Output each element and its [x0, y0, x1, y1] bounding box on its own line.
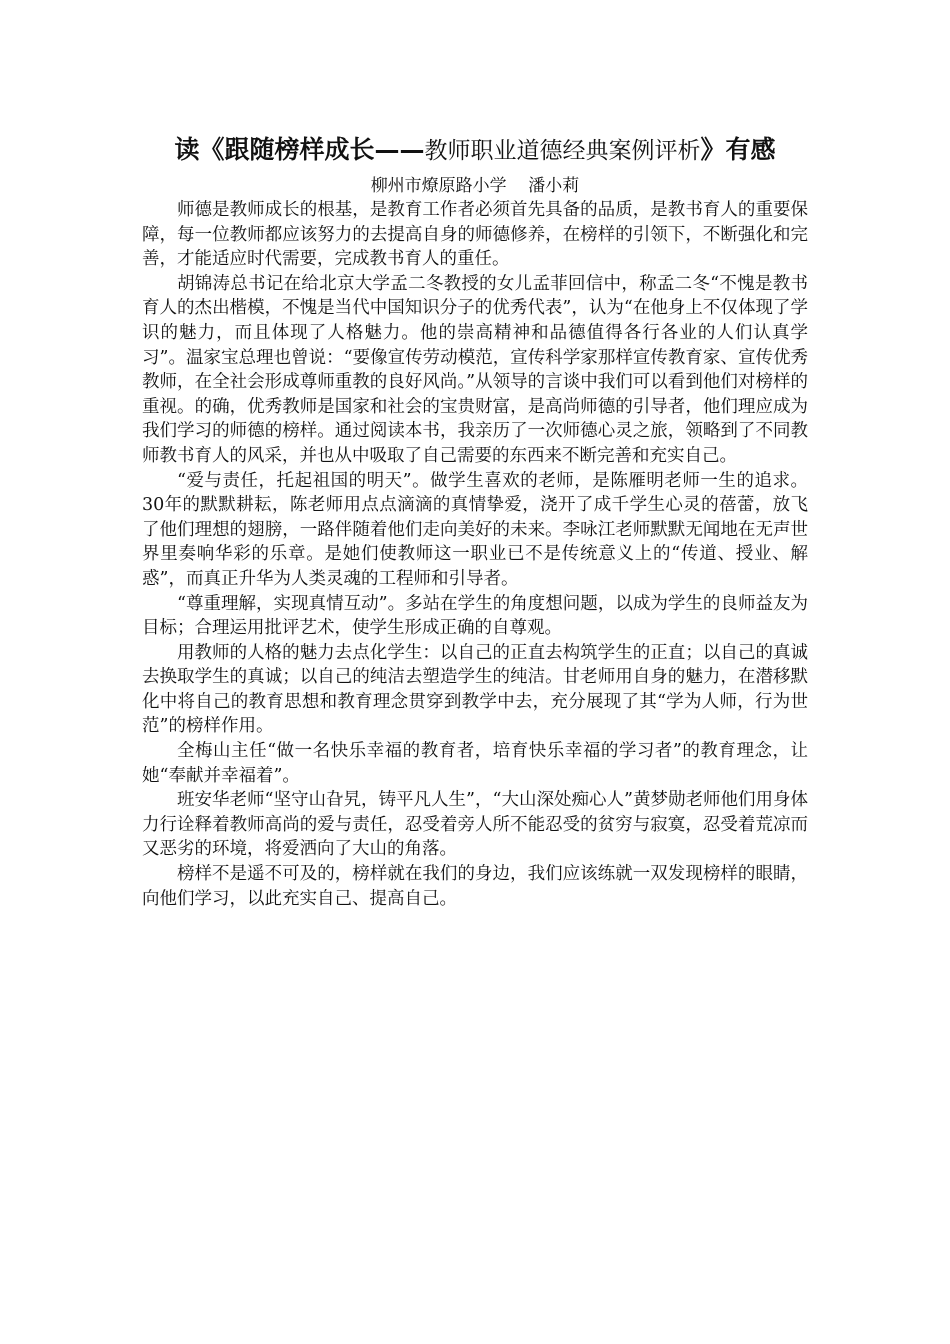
- paragraph-2: 胡锦涛总书记在给北京大学孟二冬教授的女儿孟菲回信中，称孟二冬“不愧是教书育人的杰出楷模，不愧是当代中国知识分子的优秀代表”，认为“在他身上不仅体现了学识的魅力，而且体现了人格魅力。他的崇高精神和品德值得各行各业的人们认真学习”。温家宝总理也曾说：“要像宣传劳动模范，宣传科学家那样宣传教育家、宣传优秀教师，在全社会形成尊师重教的良好风尚。”从领导的言谈中我们可以看到他们对榜样的重视。的确，优秀教师是国家和社会的宝贵财富，是高尚师德的引导者，他们理应成为我们学习的师德的榜样。通过阅读本书，我亲历了一次师德心灵之旅，领略到了不同教师教书育人的风采，并也从中吸取了自己需要的东西来不断完善和充实自己。: [142, 273, 808, 466]
- title-book-name: 教师职业道德经典案例评析: [424, 138, 701, 164]
- paragraph-1: 师德是教师成长的根基，是教育工作者必须首先具备的品质，是教书育人的重要保障，每一位教师都应该努力的去提高自身的师德修养，在榜样的引领下，不断强化和完善，才能适应时代需要，完成教书育人的重任。: [142, 200, 808, 270]
- document-title: [0, 132, 950, 169]
- document-body: [142, 198, 808, 911]
- paragraph-4: “尊重理解，实现真情互动”。多站在学生的角度想问题，以成为学生的良师益友为目标；合理运用批评艺术，使学生形成正确的自尊观。: [142, 593, 808, 639]
- paragraph-7: 班安华老师“坚守山旮旯，铸平凡人生”，“大山深处痴心人”黄梦勋老师他们用身体力行诠释着教师高尚的爱与责任，忍受着旁人所不能忍受的贫穷与寂寞，忍受着荒凉而又恶劣的环境，将爱洒向了大山的角落。: [142, 790, 808, 860]
- title-bold-end: 》有感: [700, 135, 776, 164]
- paragraph-3: “爱与责任，托起祖国的明天”。做学生喜欢的老师，是陈雁明老师一生的追求。30年的默默耕耘，陈老师用点点滴滴的真情挚爱，浇开了成千学生心灵的蓓蕾，放飞了他们理想的翅膀，一路伴随着他们走向美好的未来。李咏江老师默默无闻地在无声世界里奏响华彩的乐章。是她们使教师这一职业已不是传统意义上的“传道、授业、解惑”，而真正升华为人类灵魂的工程师和引导者。: [142, 470, 808, 589]
- paragraph-8: 榜样不是遥不可及的，榜样就在我们的身边，我们应该练就一双发现榜样的眼睛，向他们学习，以此充实自己、提高自己。: [142, 864, 808, 909]
- author-byline: 柳州市燎原路小学 潘小莉: [370, 176, 580, 196]
- paragraph-6: 全梅山主任“做一名快乐幸福的教育者，培育快乐幸福的学习者”的教育理念，让她“奉献并幸福着”。: [142, 741, 808, 786]
- title-bold-start: 读《跟随榜样成长——: [174, 135, 425, 164]
- paragraph-5: 用教师的人格的魅力去点化学生：以自己的正直去构筑学生的正直；以自己的真诚去换取学生的真诚；以自己的纯洁去塑造学生的纯洁。甘老师用自身的魅力，在潜移默化中将自己的教育思想和教育理念贯穿到教学中去，充分展现了其“学为人师，行为世范”的榜样作用。: [142, 642, 808, 737]
